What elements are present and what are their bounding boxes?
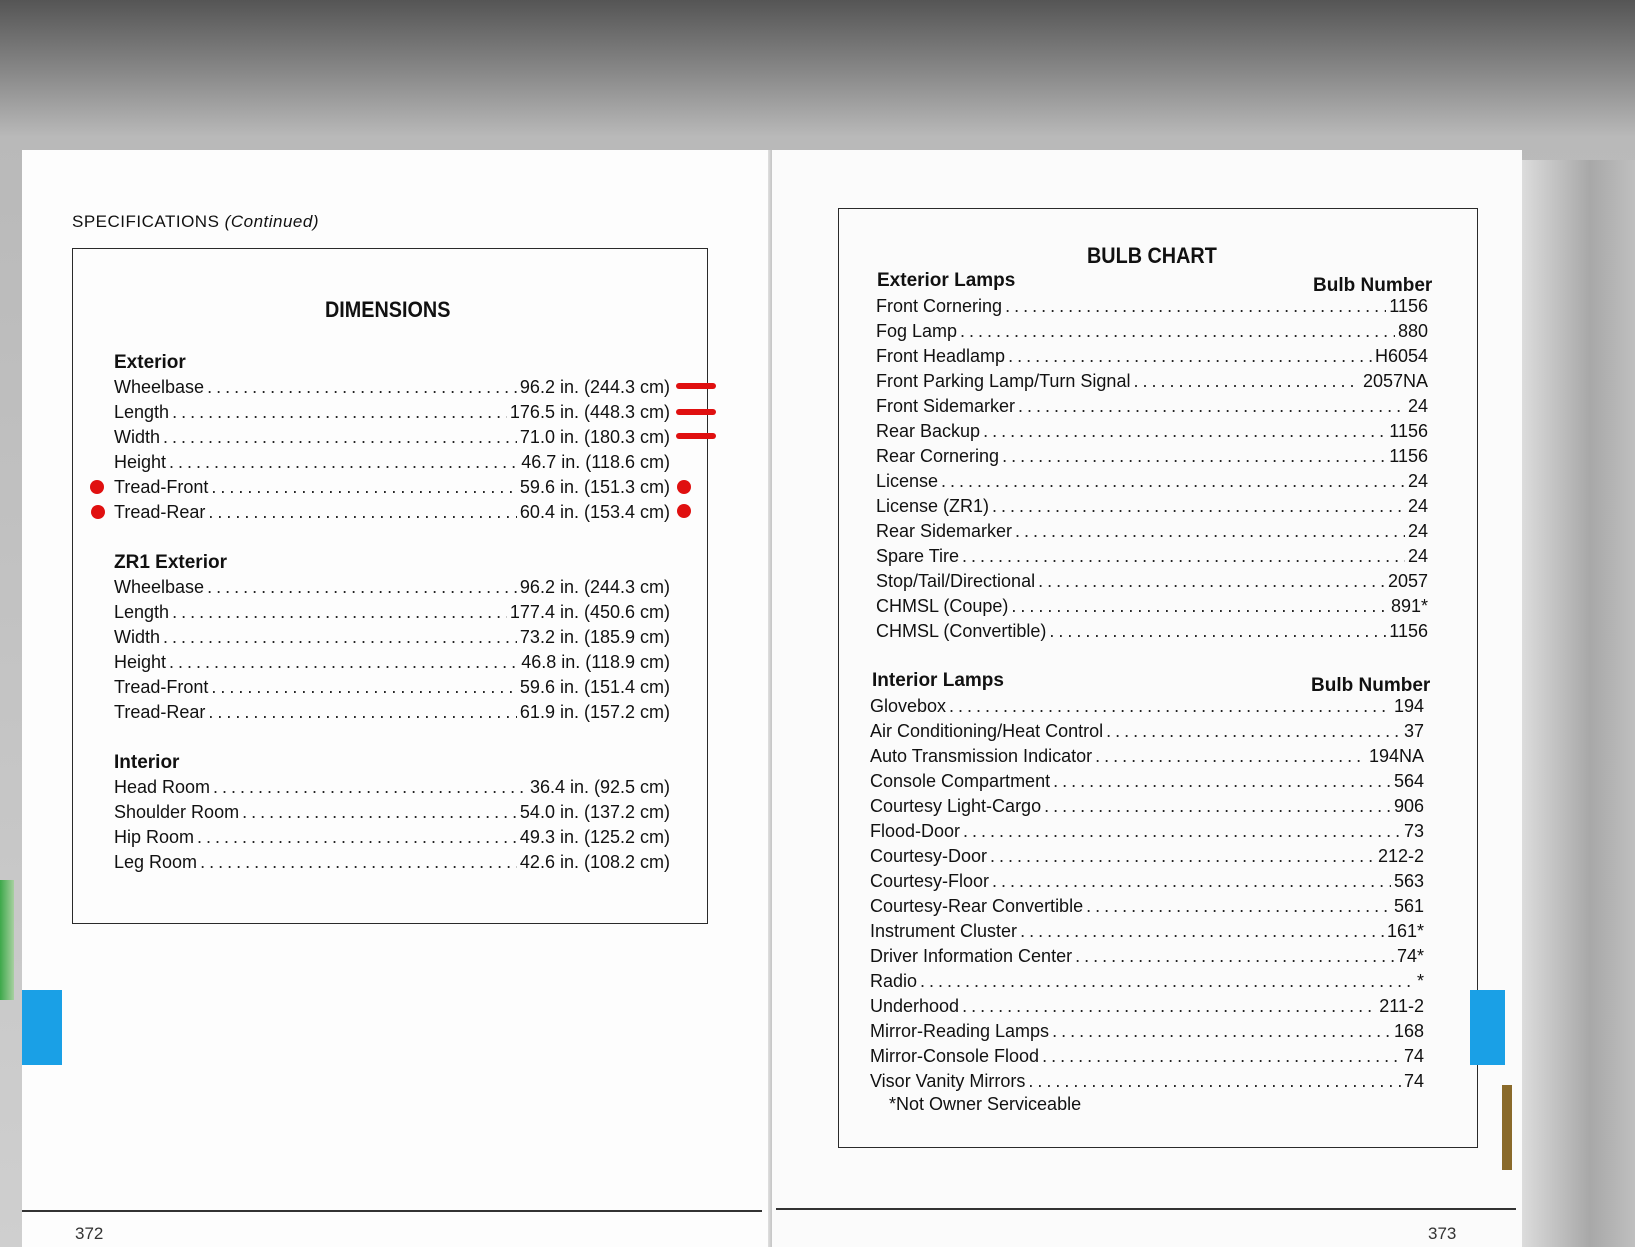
row-value: 74 <box>1403 1071 1424 1091</box>
dot-leader <box>1038 571 1385 592</box>
spec-row <box>114 427 670 451</box>
page-edge-shadow <box>1522 160 1635 1247</box>
red-dot-mark <box>677 504 691 518</box>
row-label: Console Compartment <box>870 771 1051 791</box>
spec-row <box>114 377 670 401</box>
red-dash-mark <box>676 409 716 415</box>
spec-row <box>876 321 1428 345</box>
dot-leader <box>242 802 517 823</box>
spec-row <box>876 496 1428 520</box>
row-value: 194 <box>1393 696 1424 716</box>
spec-row <box>870 721 1424 745</box>
row-value: 161* <box>1386 921 1424 941</box>
spec-row <box>876 396 1428 420</box>
row-label: Wheelbase <box>114 577 205 597</box>
row-label: Visor Vanity Mirrors <box>870 1071 1026 1091</box>
row-label: Stop/Tail/Directional <box>876 571 1036 591</box>
dot-leader <box>1011 596 1388 617</box>
row-value: 24 <box>1407 396 1428 416</box>
dot-leader <box>962 996 1376 1017</box>
row-label: Glovebox <box>870 696 947 716</box>
page-number-right: 373 <box>1428 1224 1457 1243</box>
spec-row <box>876 571 1428 595</box>
row-label: Tread-Front <box>114 477 209 497</box>
row-value: 1156 <box>1389 621 1428 641</box>
row-label: Length <box>114 602 170 622</box>
row-value: 891* <box>1390 596 1428 616</box>
spec-row <box>870 821 1424 845</box>
row-value: 211-2 <box>1379 996 1424 1016</box>
row-value: 2057NA <box>1362 371 1428 391</box>
spec-row <box>870 771 1424 795</box>
row-label: Rear Cornering <box>876 446 1000 466</box>
row-value: 1156 <box>1389 446 1428 466</box>
header-main: SPECIFICATIONS <box>72 212 220 231</box>
row-value: 36.4 in. (92.5 cm) <box>529 777 670 797</box>
row-value: 37 <box>1403 721 1424 741</box>
dot-leader <box>172 402 507 423</box>
row-label: CHMSL (Coupe) <box>876 596 1009 616</box>
dot-leader <box>1053 771 1391 792</box>
red-dot-mark <box>91 505 105 519</box>
dot-leader <box>1075 946 1394 967</box>
row-label: Width <box>114 427 161 447</box>
row-label: Auto Transmission Indicator <box>870 746 1093 766</box>
dot-leader <box>990 846 1375 867</box>
right-thumb-tab <box>1470 990 1505 1065</box>
dot-leader <box>1020 921 1384 942</box>
section-header <box>72 212 319 232</box>
red-dash-mark <box>676 433 716 439</box>
section-heading: Interior <box>114 752 180 773</box>
spec-row <box>876 471 1428 495</box>
dot-leader <box>983 421 1386 442</box>
dot-leader <box>1008 346 1372 367</box>
spec-row <box>114 677 670 701</box>
row-value: 194NA <box>1368 746 1424 766</box>
green-edge-mark <box>0 880 14 1000</box>
spec-row <box>870 1021 1424 1045</box>
row-value: 42.6 in. (108.2 cm) <box>519 852 670 872</box>
row-value: 96.2 in. (244.3 cm) <box>519 377 670 397</box>
dot-leader <box>1044 796 1391 817</box>
row-label: Courtesy-Rear Convertible <box>870 896 1084 916</box>
spec-row <box>114 602 670 626</box>
row-label: Wheelbase <box>114 377 205 397</box>
right-bottom-rule <box>776 1208 1516 1210</box>
row-label: Flood-Door <box>870 821 961 841</box>
row-value: 177.4 in. (450.6 cm) <box>509 602 670 622</box>
spec-row <box>870 1071 1424 1095</box>
dot-leader <box>1095 746 1366 767</box>
spec-row <box>876 346 1428 370</box>
red-dot-mark <box>90 480 104 494</box>
row-label: Tread-Rear <box>114 502 206 522</box>
exterior-lamps-heading: Exterior Lamps <box>877 270 1016 291</box>
dot-leader <box>200 852 517 873</box>
row-label: Head Room <box>114 777 211 797</box>
row-value: 96.2 in. (244.3 cm) <box>519 577 670 597</box>
page-number-left: 372 <box>75 1224 104 1243</box>
row-value: 880 <box>1397 321 1428 341</box>
dot-leader <box>960 321 1395 342</box>
red-dash-mark <box>676 383 716 389</box>
spec-row <box>870 846 1424 870</box>
dot-leader <box>992 496 1405 517</box>
row-value: H6054 <box>1374 346 1428 366</box>
row-label: CHMSL (Convertible) <box>876 621 1047 641</box>
dot-leader <box>1086 896 1391 917</box>
section-heading: Exterior <box>114 352 186 373</box>
row-value: 73 <box>1403 821 1424 841</box>
dot-leader <box>1052 1021 1391 1042</box>
spec-row <box>870 996 1424 1020</box>
dot-leader <box>1005 296 1386 317</box>
row-label: Tread-Rear <box>114 702 206 722</box>
dot-leader <box>172 602 507 623</box>
row-value: * <box>1416 971 1424 991</box>
dot-leader <box>962 546 1405 567</box>
row-value: 74 <box>1403 1046 1424 1066</box>
header-continued: (Continued) <box>224 212 319 231</box>
bulb-number-header: Bulb Number <box>1313 275 1433 296</box>
row-value: 1156 <box>1389 421 1428 441</box>
spec-row <box>114 477 670 501</box>
row-label: Front Parking Lamp/Turn Signal <box>876 371 1131 391</box>
row-value: 24 <box>1407 546 1428 566</box>
dot-leader <box>941 471 1405 492</box>
spec-row <box>114 802 670 826</box>
bulb-number-header: Bulb Number <box>1311 675 1431 696</box>
dot-leader <box>208 702 517 723</box>
row-label: License <box>876 471 939 491</box>
brown-edge-mark <box>1502 1085 1512 1170</box>
spec-row <box>114 777 670 801</box>
spec-row <box>114 502 670 526</box>
spec-row <box>114 627 670 651</box>
row-value: 61.9 in. (157.2 cm) <box>519 702 670 722</box>
spec-row <box>870 1046 1424 1070</box>
spec-row <box>870 696 1424 720</box>
row-label: Rear Backup <box>876 421 981 441</box>
spec-row <box>870 896 1424 920</box>
interior-lamps-heading: Interior Lamps <box>872 670 1004 691</box>
row-value: 24 <box>1407 521 1428 541</box>
row-value: 59.6 in. (151.4 cm) <box>519 677 670 697</box>
row-label: Air Conditioning/Heat Control <box>870 721 1104 741</box>
spec-row <box>876 596 1428 620</box>
row-label: Front Cornering <box>876 296 1003 316</box>
spec-row <box>114 652 670 676</box>
row-value: 2057 <box>1387 571 1428 591</box>
spec-row <box>870 871 1424 895</box>
row-value: 49.3 in. (125.2 cm) <box>519 827 670 847</box>
row-label: Height <box>114 452 167 472</box>
row-label: Leg Room <box>114 852 198 872</box>
row-label: Mirror-Console Flood <box>870 1046 1040 1066</box>
row-label: Mirror-Reading Lamps <box>870 1021 1050 1041</box>
dimensions-title: DIMENSIONS <box>325 297 451 322</box>
left-bottom-rule <box>22 1210 762 1212</box>
red-dot-mark <box>677 480 691 494</box>
dot-leader <box>1028 1071 1401 1092</box>
row-value: 176.5 in. (448.3 cm) <box>509 402 670 422</box>
dot-leader <box>1018 396 1405 417</box>
row-value: 168 <box>1393 1021 1424 1041</box>
spec-row <box>114 577 670 601</box>
dot-leader <box>1042 1046 1401 1067</box>
dot-leader <box>1133 371 1359 392</box>
dot-leader <box>963 821 1401 842</box>
row-value: 73.2 in. (185.9 cm) <box>519 627 670 647</box>
row-label: Shoulder Room <box>114 802 240 822</box>
row-label: Width <box>114 627 161 647</box>
spec-row <box>876 296 1428 320</box>
spec-row <box>114 402 670 426</box>
row-label: License (ZR1) <box>876 496 990 516</box>
row-label: Spare Tire <box>876 546 960 566</box>
row-label: Courtesy-Floor <box>870 871 990 891</box>
spec-row <box>876 546 1428 570</box>
row-value: 906 <box>1393 796 1424 816</box>
dot-leader <box>163 427 517 448</box>
spec-row <box>870 971 1424 995</box>
dot-leader <box>1015 521 1405 542</box>
row-label: Underhood <box>870 996 960 1016</box>
row-label: Tread-Front <box>114 677 209 697</box>
row-value: 1156 <box>1389 296 1428 316</box>
footnote: *Not Owner Serviceable <box>889 1094 1082 1114</box>
spec-row <box>876 521 1428 545</box>
row-value: 24 <box>1407 471 1428 491</box>
row-value: 564 <box>1393 771 1424 791</box>
bulb-chart-title: BULB CHART <box>1087 243 1217 268</box>
dot-leader <box>211 677 517 698</box>
row-label: Height <box>114 652 167 672</box>
spec-row <box>870 746 1424 770</box>
spec-row <box>876 421 1428 445</box>
spec-row <box>876 621 1428 645</box>
spec-row <box>876 371 1428 395</box>
row-value: 563 <box>1393 871 1424 891</box>
row-value: 59.6 in. (151.3 cm) <box>519 477 670 497</box>
dot-leader <box>1106 721 1401 742</box>
dot-leader <box>992 871 1391 892</box>
row-label: Radio <box>870 971 918 991</box>
row-value: 54.0 in. (137.2 cm) <box>519 802 670 822</box>
spec-row <box>114 702 670 726</box>
dot-leader <box>163 627 517 648</box>
row-value: 60.4 in. (153.4 cm) <box>519 502 670 522</box>
dot-leader <box>949 696 1391 717</box>
row-label: Length <box>114 402 170 422</box>
row-label: Hip Room <box>114 827 195 847</box>
dot-leader <box>208 502 517 523</box>
spec-row <box>114 852 670 876</box>
spec-row <box>114 452 670 476</box>
row-value: 74* <box>1396 946 1424 966</box>
row-label: Courtesy Light-Cargo <box>870 796 1042 816</box>
spec-row <box>870 946 1424 970</box>
dot-leader <box>169 652 518 673</box>
left-thumb-tab <box>22 990 62 1065</box>
row-label: Front Headlamp <box>876 346 1006 366</box>
spec-row <box>870 796 1424 820</box>
dot-leader <box>207 377 517 398</box>
row-label: Rear Sidemarker <box>876 521 1013 541</box>
row-label: Instrument Cluster <box>870 921 1018 941</box>
dot-leader <box>169 452 518 473</box>
row-value: 561 <box>1393 896 1424 916</box>
row-label: Front Sidemarker <box>876 396 1016 416</box>
row-label: Driver Information Center <box>870 946 1073 966</box>
row-value: 46.7 in. (118.6 cm) <box>521 452 670 472</box>
dot-leader <box>197 827 517 848</box>
row-value: 71.0 in. (180.3 cm) <box>519 427 670 447</box>
row-label: Fog Lamp <box>876 321 958 341</box>
section-heading: ZR1 Exterior <box>114 552 227 573</box>
dot-leader <box>1049 621 1386 642</box>
row-value: 212-2 <box>1377 846 1424 866</box>
dot-leader <box>213 777 527 798</box>
dot-leader <box>1002 446 1386 467</box>
spec-row <box>870 921 1424 945</box>
spec-row <box>114 827 670 851</box>
dot-leader <box>207 577 517 598</box>
dot-leader <box>211 477 517 498</box>
row-value: 24 <box>1407 496 1428 516</box>
row-value: 46.8 in. (118.9 cm) <box>521 652 670 672</box>
dot-leader <box>920 971 1414 992</box>
row-label: Courtesy-Door <box>870 846 988 866</box>
spec-row <box>876 446 1428 470</box>
